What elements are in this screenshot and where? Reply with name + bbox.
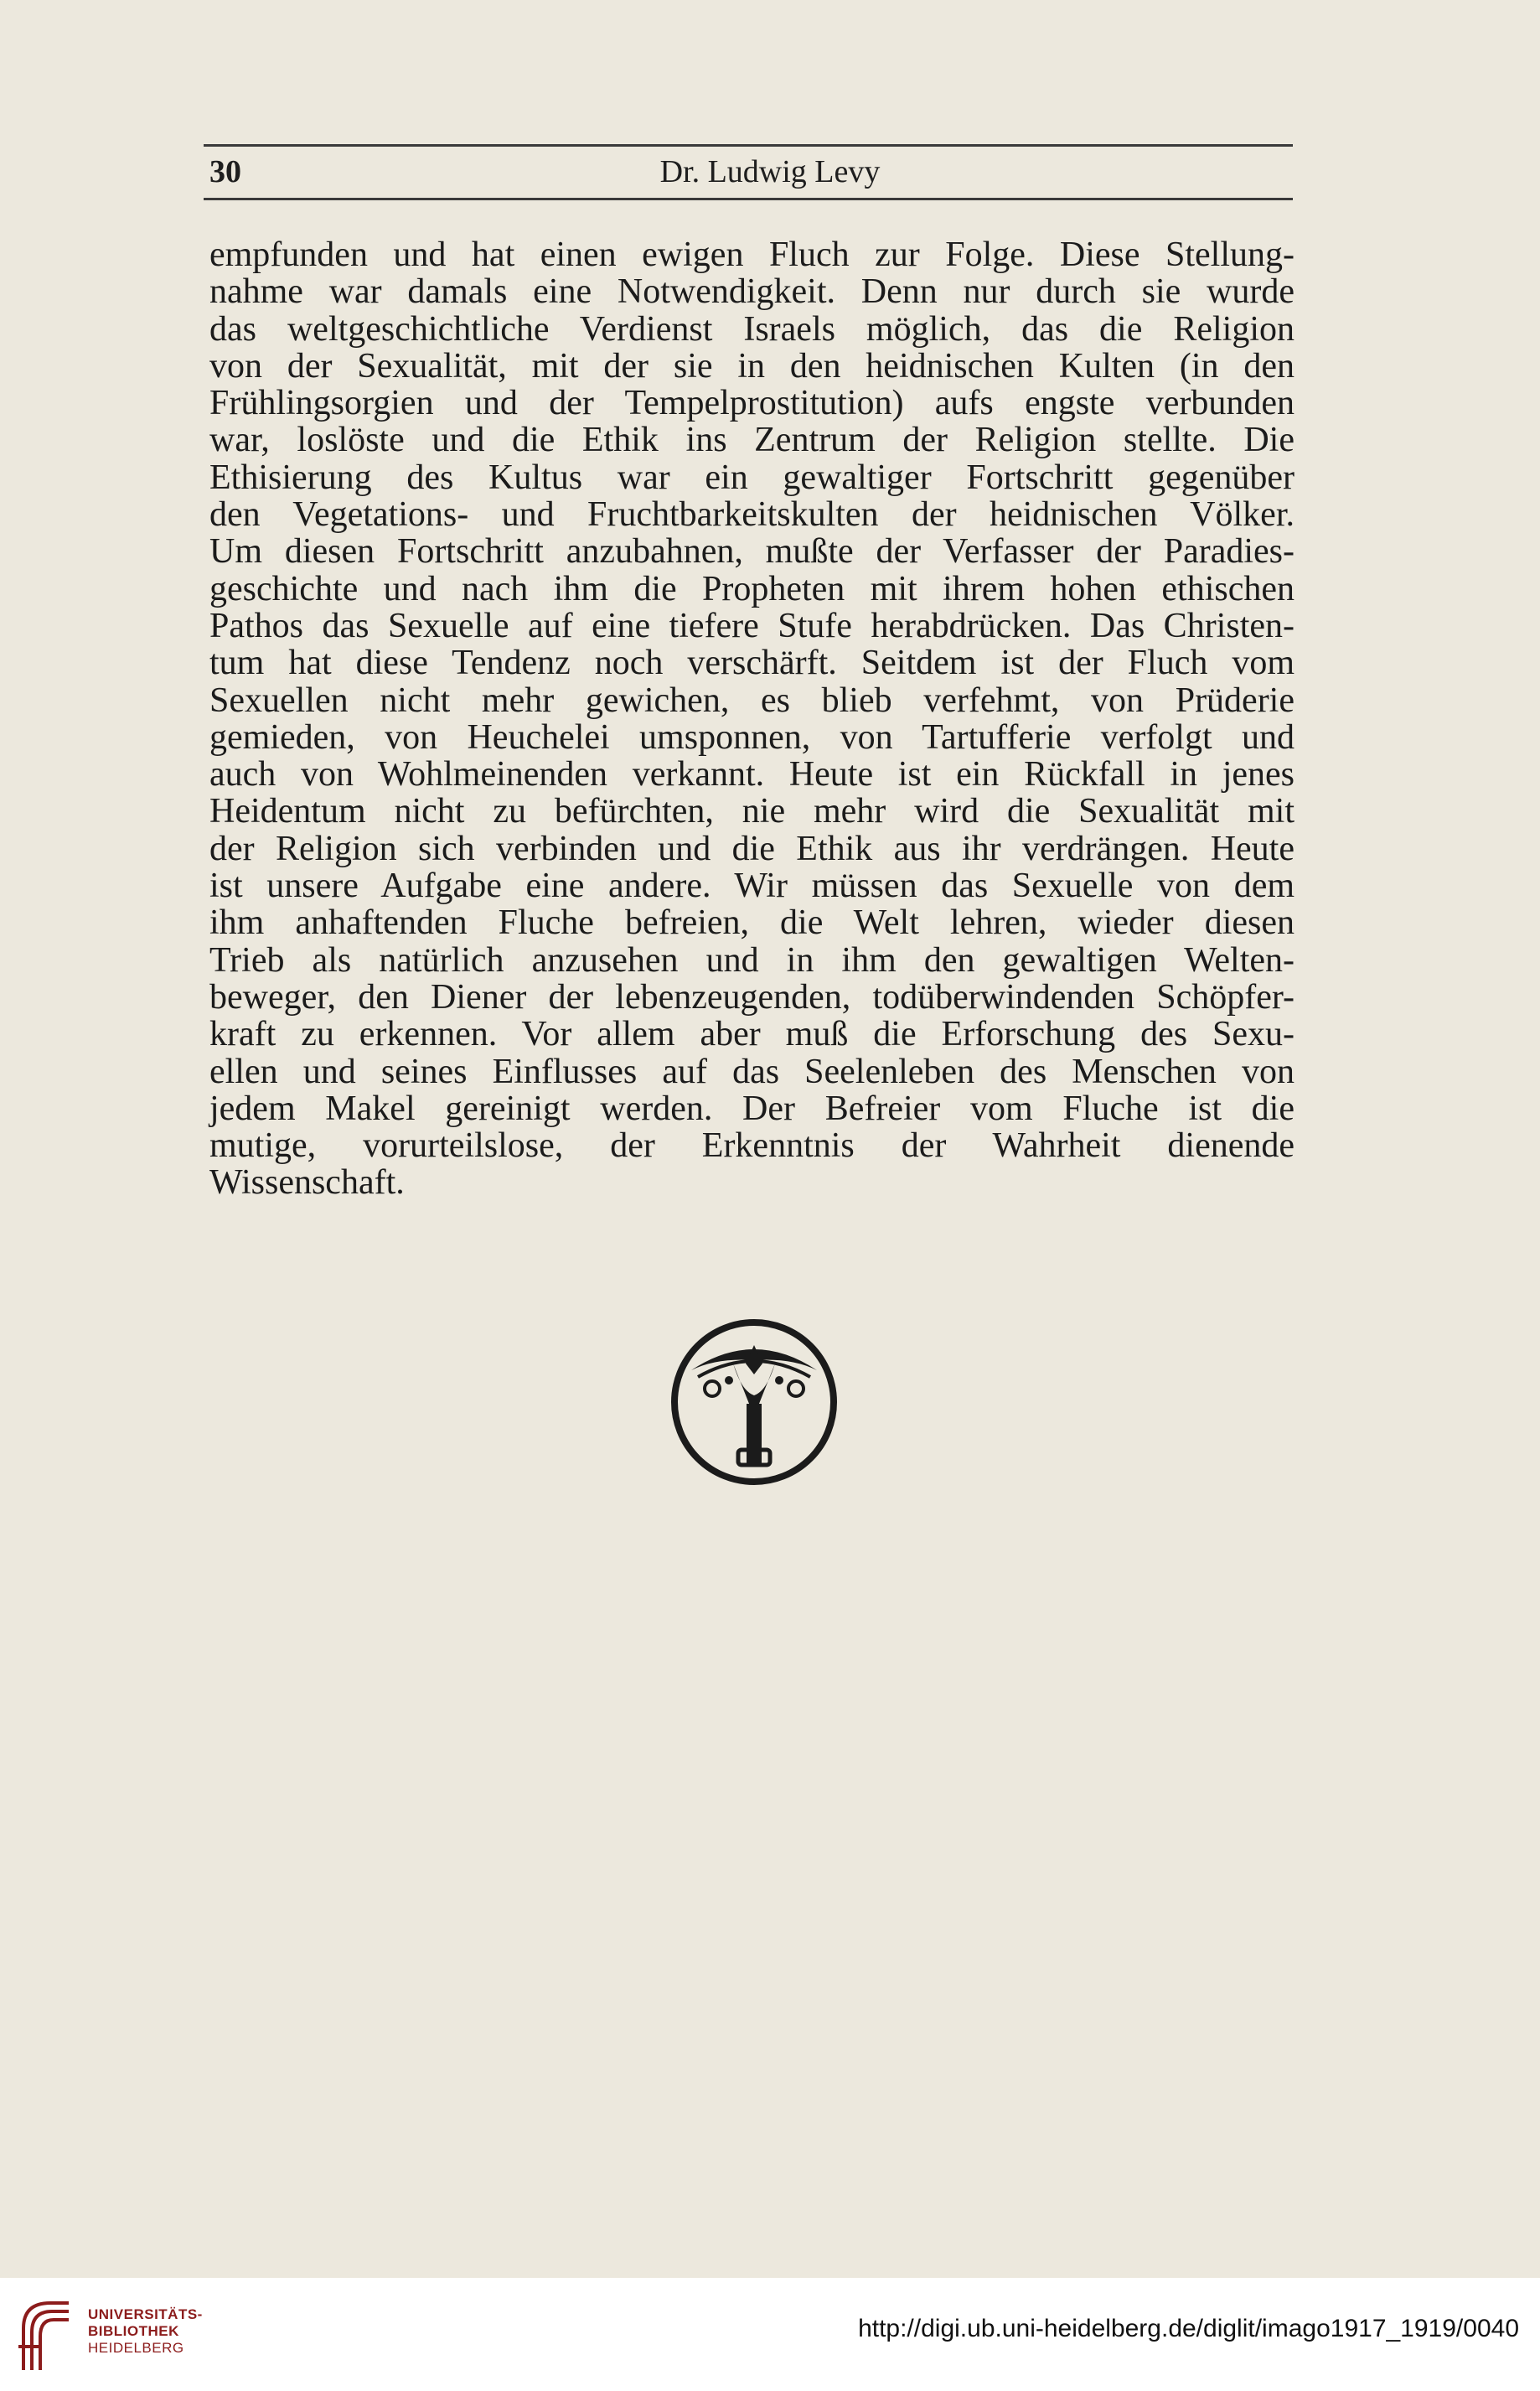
text-line: Wissenschaft.	[209, 1163, 405, 1203]
text-line: von der Sexualität, mit der sie in den heidnischen Kulten (in den	[209, 346, 1295, 386]
text-line: mutige, vorurteilslose, der Erkenntnis der Wahrheit dienende	[209, 1126, 1295, 1166]
page-number: 30	[209, 154, 241, 189]
text-line: empfunden und hat einen ewigen Fluch zur Folge. Diese Stellung-	[209, 235, 1295, 274]
header-rule-top	[204, 144, 1293, 147]
text-line: ihm anhaftenden Fluche befreien, die Welt lehren, wieder diesen	[209, 903, 1295, 943]
text-line: auch von Wohlmeinenden verkannt. Heute ist ein Rückfall in jenes	[209, 755, 1295, 794]
text-line: Frühlingsorgien und der Tempelprostitution) aufs engste verbunden	[209, 384, 1295, 423]
source-url-link[interactable]: http://digi.ub.uni-heidelberg.de/diglit/imago1917_1919/0040	[858, 2315, 1519, 2342]
text-line: Pathos das Sexuelle auf eine tiefere Stufe herabdrücken. Das Christen-	[209, 606, 1295, 645]
printer-ornament-icon	[666, 1312, 842, 1496]
text-line: der Religion sich verbinden und die Ethik aus ihr verdrängen. Heute	[209, 829, 1295, 868]
text-line: war, loslöste und die Ethik ins Zentrum der Religion stellte. Die	[209, 421, 1295, 460]
text-line: Um diesen Fortschritt anzubahnen, mußte der Verfasser der Paradies-	[209, 532, 1295, 572]
text-line: den Vegetations- und Fruchtbarkeitskulten der heidnischen Völker.	[209, 495, 1295, 535]
library-name	[88, 2306, 203, 2357]
text-line: Heidentum nicht zu befürchten, nie mehr wird die Sexualität mit	[209, 792, 1295, 831]
text-line: kraft zu erkennen. Vor allem aber muß die Erforschung des Sexu-	[209, 1015, 1295, 1054]
text-line: nahme war damals eine Notwendigkeit. Denn nur durch sie wurde	[209, 272, 1295, 312]
text-line: ist unsere Aufgabe eine andere. Wir müssen das Sexuelle von dem	[209, 867, 1295, 906]
text-line: geschichte und nach ihm die Propheten mit ihrem hohen ethischen	[209, 569, 1295, 608]
library-line: UNIVERSITÄTS-	[88, 2306, 203, 2322]
library-line: HEIDELBERG	[88, 2340, 184, 2356]
text-line: das weltgeschichtliche Verdienst Israels möglich, das die Religion	[209, 309, 1295, 349]
text-line: ellen und seines Einflusses auf das Seelenleben des Menschen von	[209, 1052, 1295, 1091]
text-line: gemieden, von Heuchelei umsponnen, von Tartufferie verfolgt und	[209, 717, 1295, 757]
header-rule-bottom	[204, 198, 1293, 200]
library-line: BIBLIOTHEK	[88, 2323, 179, 2339]
text-line: tum hat diese Tendenz noch verschärft. Seitdem ist der Fluch vom	[209, 644, 1295, 683]
body-text	[209, 236, 1295, 1202]
text-line: jedem Makel gereinigt werden. Der Befreier vom Fluche ist die	[209, 1089, 1295, 1128]
text-line: Sexuellen nicht mehr gewichen, es blieb verfehmt, von Prüderie	[209, 681, 1295, 720]
text-line: beweger, den Diener der lebenzeugenden, todüberwindenden Schöpfer-	[209, 977, 1295, 1017]
text-line: Trieb als natürlich anzusehen und in ihm den gewaltigen Welten-	[209, 940, 1295, 980]
library-logo-icon	[17, 2295, 75, 2374]
running-title: Dr. Ludwig Levy	[659, 154, 881, 189]
text-line: Ethisierung des Kultus war ein gewaltiger Fortschritt gegenüber	[209, 458, 1295, 497]
